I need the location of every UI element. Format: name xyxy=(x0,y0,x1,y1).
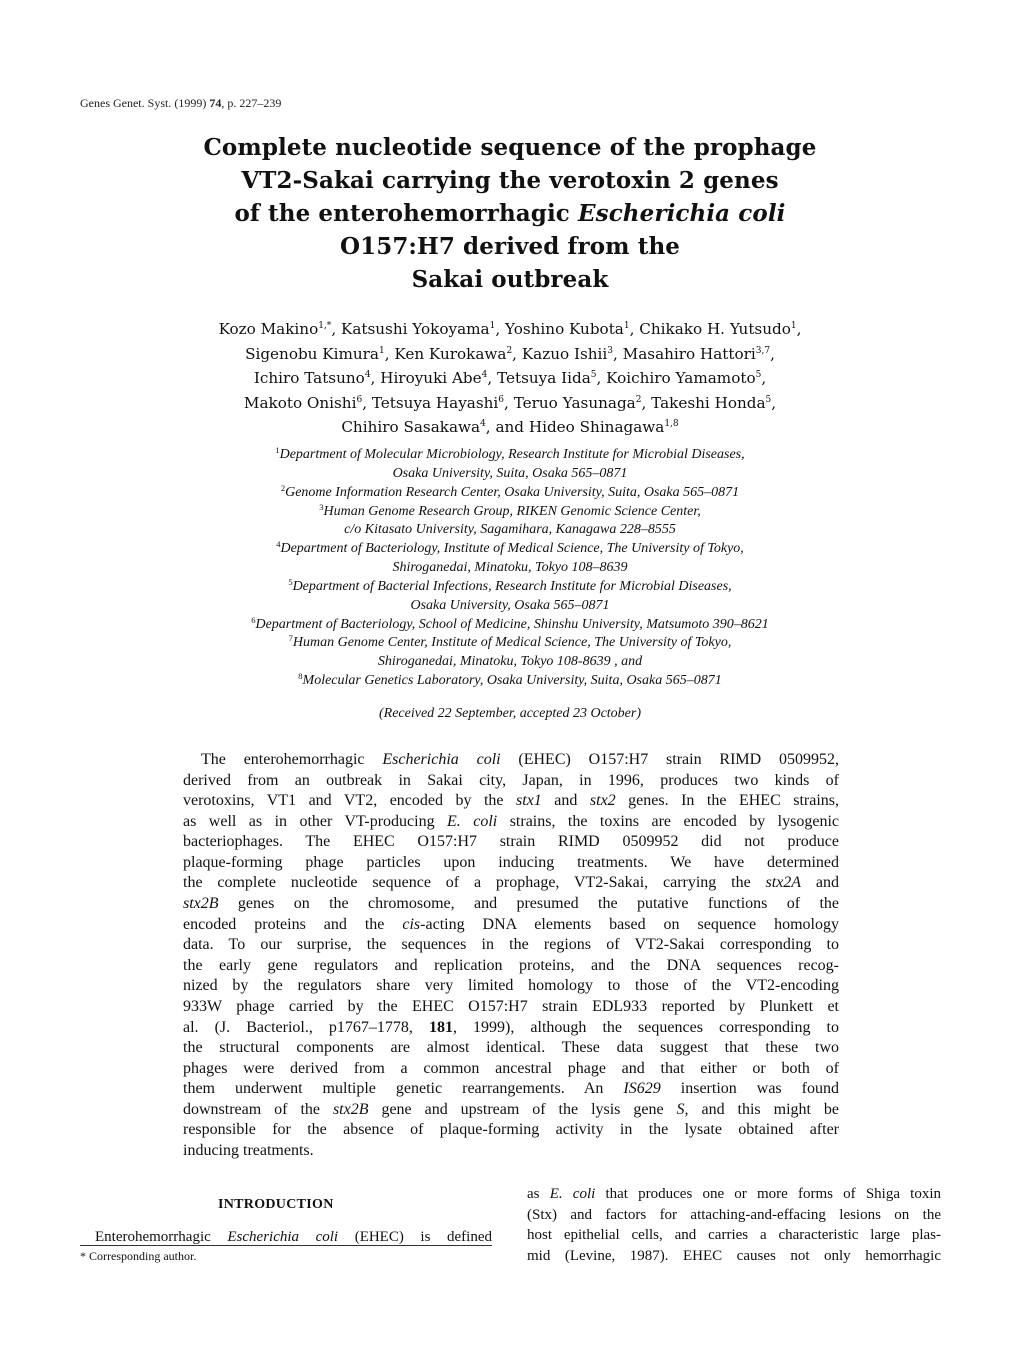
abstract-line: the complete nucleotide sequence of a prophage, VT2-Sakai, carrying the stx2A and xyxy=(183,874,839,892)
author-line: Ichiro Tatsuno$^4$, Hiroyuki Abe$^4$, Tetsuya Iida$^5$, Koichiro Yamamoto$^5$, xyxy=(253,369,767,387)
abstract-line: verotoxins, VT1 and VT2, encoded by the stx1 and stx2 genes. In the EHEC strains, xyxy=(183,792,839,810)
author-list xyxy=(80,317,940,440)
title-line: of the enterohemorrhagic Escherichia coli xyxy=(234,200,786,227)
abstract-line: the structural components are almost identical. These data suggest that these two xyxy=(183,1039,839,1057)
section-heading-introduction: INTRODUCTION xyxy=(218,1197,334,1212)
affiliation-line: $^3$Human Genome Research Group, RIKEN Genomic Science Center, xyxy=(319,501,701,519)
received-dates: (Received 22 September, accepted 23 October) xyxy=(379,706,641,721)
abstract-line: plaque-forming phage particles upon inducing treatments. We have determined xyxy=(183,853,839,871)
affiliation-line: Shiroganedai, Minatoku, Tokyo 108–8639 xyxy=(392,560,628,576)
affiliation-line: $^7$Human Genome Center, Institute of Medical Science, The University of Tokyo, xyxy=(288,633,732,651)
species-name: Escherichia coli xyxy=(578,200,786,227)
title-line: VT2-Sakai carrying the verotoxin 2 genes xyxy=(241,167,779,194)
title-line: Complete nucleotide sequence of the prophage xyxy=(203,134,817,161)
footnote-corresponding-author: * Corresponding author. xyxy=(80,1249,197,1263)
abstract-line: derived from an outbreak in Sakai city, Japan, in 1996, produces two kinds of xyxy=(183,771,839,789)
affiliation-line: Osaka University, Osaka 565–0871 xyxy=(410,597,610,613)
affiliation-line: Shiroganedai, Minatoku, Tokyo 108-8639 , and xyxy=(377,654,643,670)
affiliation-line: $^6$Department of Bacteriology, School of Medicine, Shinshu University, Matsumoto 390–8621 xyxy=(251,614,769,632)
affiliation-line: c/o Kitasato University, Sagamihara, Kanagawa 228–8555 xyxy=(344,522,676,538)
body-line: mid (Levine, 1987). EHEC causes not only hemorrhagic xyxy=(527,1247,941,1264)
author-line: Kozo Makino$^{1,*}$, Katsushi Yokoyama$^1$, Yoshino Kubota$^1$, Chikako H. Yutsudo$^1$, xyxy=(218,320,802,338)
author-line: Sigenobu Kimura$^1$, Ken Kurokawa$^2$, Kazuo Ishii$^3$, Masahiro Hattori$^{3,7}$, xyxy=(245,344,775,363)
abstract-line: al. (J. Bacteriol., p1767–1778, 181, 1999), although the sequences corresponding to xyxy=(183,1018,839,1036)
affiliation-list xyxy=(80,446,940,691)
abstract-line: 933W phage carried by the EHEC O157:H7 strain EDL933 reported by Plunkett et xyxy=(183,997,839,1015)
abstract-line: responsible for the absence of plaque-forming activity in the lysate obtained after xyxy=(183,1121,839,1139)
abstract-line: data. To our surprise, the sequences in the regions of VT2-Sakai corresponding to xyxy=(183,936,839,954)
abstract-line: as well as in other VT-producing E. coli strains, the toxins are encoded by lysogenic xyxy=(183,812,839,830)
body-line: host epithelial cells, and carries a characteristic large plas- xyxy=(527,1227,941,1243)
affiliation-line: $^2$Genome Information Research Center, Osaka University, Suita, Osaka 565–0871 xyxy=(280,482,740,500)
abstract-line: encoded proteins and the cis-acting DNA elements based on sequence homology xyxy=(183,915,839,933)
affiliation-line: $^5$Department of Bacterial Infections, Research Institute for Microbial Diseases, xyxy=(288,576,732,594)
abstract-line: inducing treatments. xyxy=(183,1141,314,1159)
abstract-line: The enterohemorrhagic Escherichia coli (EHEC) O157:H7 strain RIMD 0509952, xyxy=(201,751,839,768)
author-line: Makoto Onishi$^6$, Tetsuya Hayashi$^6$, Teruo Yasunaga$^2$, Takeshi Honda$^5$, xyxy=(243,393,777,412)
abstract-line: bacteriophages. The EHEC O157:H7 strain RIMD 0509952 did not produce xyxy=(183,833,839,851)
affiliation-line: Osaka University, Suita, Osaka 565–0871 xyxy=(392,465,628,481)
abstract-line: the early gene regulators and replication proteins, and the DNA sequences recog- xyxy=(183,956,839,974)
abstract-line: nized by the regulators share very limited homology to those of the VT2-encoding xyxy=(183,977,839,995)
body-line: as E. coli that produces one or more forms of Shiga toxin xyxy=(527,1186,942,1202)
title-line: O157:H7 derived from the xyxy=(339,233,680,260)
article-title xyxy=(80,131,940,296)
intro-column-left xyxy=(80,1227,492,1247)
affiliation-line: $^8$Molecular Genetics Laboratory, Osaka University, Suita, Osaka 565–0871 xyxy=(298,671,722,689)
journal-citation: Genes Genet. Syst. (1999) 74, p. 227–239 xyxy=(80,96,282,110)
title-line: Sakai outbreak xyxy=(411,266,609,293)
abstract-line: downstream of the stx2B gene and upstream of the lysis gene S, and this might be xyxy=(183,1100,840,1118)
footnote-divider xyxy=(80,1245,492,1246)
intro-column-right xyxy=(527,1184,941,1266)
abstract-line: them underwent multiple genetic rearrangements. An IS629 insertion was found xyxy=(183,1080,839,1098)
body-line: (Stx) and factors for attaching-and-effacing lesions on the xyxy=(527,1206,941,1223)
abstract-line: phages were derived from a common ancestral phage and that either or both of xyxy=(183,1059,839,1077)
author-line: Chihiro Sasakawa$^4$, and Hideo Shinagawa$^{1,8}$ xyxy=(341,418,679,436)
affiliation-line: $^1$Department of Molecular Microbiology, Research Institute for Microbial Diseases, xyxy=(275,445,745,462)
body-line: Enterohemorrhagic Escherichia coli (EHEC) is defined xyxy=(95,1229,493,1245)
abstract-line: stx2B genes on the chromosome, and presumed the putative functions of the xyxy=(183,895,839,913)
abstract xyxy=(183,750,839,1162)
affiliation-line: $^4$Department of Bacteriology, Institute of Medical Science, The University of Tokyo, xyxy=(276,539,744,557)
